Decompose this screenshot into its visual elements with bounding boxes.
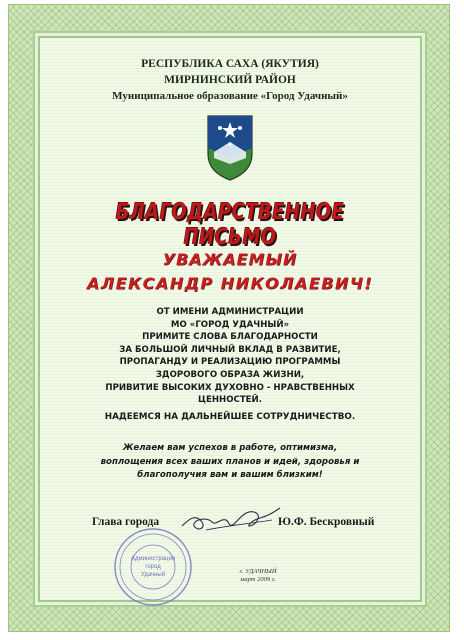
stamp-line-2: город xyxy=(145,564,161,570)
body-line: ОТ ИМЕНИ АДМИНИСТРАЦИИ xyxy=(156,307,304,317)
body-line: ПРИМИТЕ СЛОВА БЛАГОДАРНОСТИ xyxy=(142,332,318,343)
coat-of-arms-icon xyxy=(206,114,254,182)
stamp-line-1: Администрация xyxy=(130,556,176,562)
greeting-name: АЛЕКСАНДР НИКОЛАЕВИЧ! xyxy=(86,274,374,293)
body-line: ПРОПАГАНДУ И РЕАЛИЗАЦИЮ ПРОГРАММЫ xyxy=(119,357,341,368)
official-stamp xyxy=(112,526,194,608)
closing-line: НАДЕЕМСЯ НА ДАЛЬНЕЙШЕЕ СОТРУДНИЧЕСТВО. xyxy=(104,412,356,422)
body-line: ЦЕННОСТЕЙ. xyxy=(197,395,263,406)
decorative-frame xyxy=(8,4,450,632)
body-line: ЗДОРОВОГО ОБРАЗА ЖИЗНИ, xyxy=(155,369,305,380)
place-city: г. УДАЧНЫЙ xyxy=(239,568,277,575)
header-district: МИРНИНСКИЙ РАЙОН xyxy=(164,74,296,86)
place-date: март 2009 г. xyxy=(240,576,276,583)
signatory-name: Ю.Ф. Бескровный xyxy=(278,516,375,528)
wish-line: Желаем вам успехов в работе, оптимизма, xyxy=(122,443,338,453)
signatory-position: Глава города xyxy=(92,516,160,528)
body-line: ПРИВИТИЕ ВЫСОКИХ ДУХОВНО - НРАВСТВЕННЫХ xyxy=(105,382,355,393)
body-line: ЗА БОЛЬШОЙ ЛИЧНЫЙ ВКЛАД В РАЗВИТИЕ, xyxy=(119,344,341,355)
letter-body xyxy=(38,36,422,602)
greeting-respected: УВАЖАЕМЫЙ xyxy=(162,250,298,269)
stamp-line-3: Удачный xyxy=(140,572,166,578)
header-republic: РЕСПУБЛИКА САХА (ЯКУТИЯ) xyxy=(141,58,319,70)
wishes-text xyxy=(40,442,420,483)
body-line: МО «ГОРОД УДАЧНЫЙ» xyxy=(170,319,290,330)
place-and-date xyxy=(236,568,280,584)
letter-text xyxy=(40,306,420,407)
letter-title: БЛАГОДАРСТВЕННОЕ ПИСЬМО xyxy=(115,200,345,250)
wish-line: воплощения всех ваших планов и идей, здоровья и xyxy=(100,456,360,467)
header-municipality: Муниципальное образование «Город Удачный» xyxy=(112,90,348,102)
wish-line: благополучия вам и вашим близким! xyxy=(137,470,323,480)
